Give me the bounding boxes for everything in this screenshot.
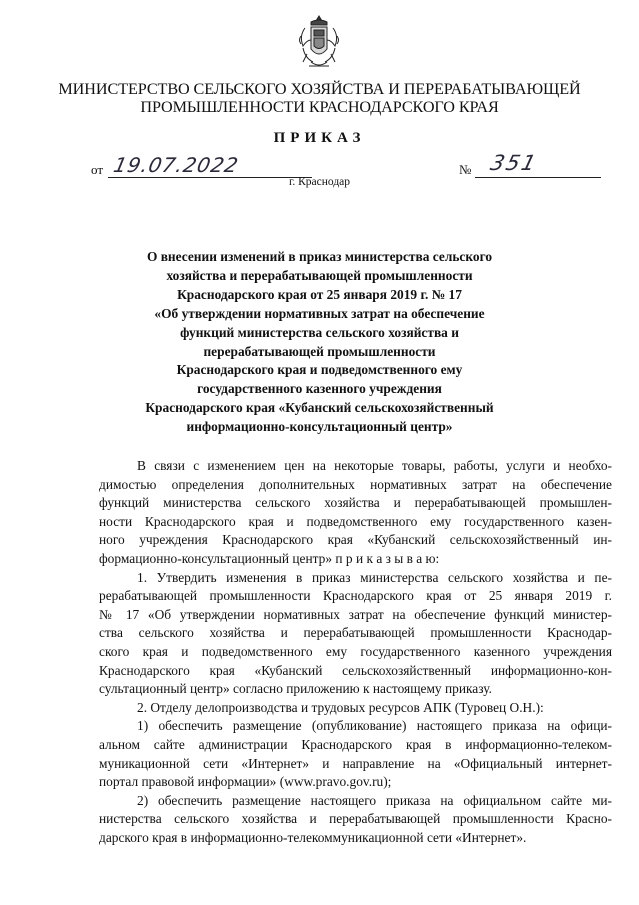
subject-line: перерабатывающей промышленности [203,343,436,359]
order-subject [90,248,549,437]
body-line: № 17 «Об утверждении нормативных затрат на обеспечение функций министер- [99,606,612,622]
subject-line: хозяйства и перерабатывающей промышленности [166,267,473,283]
body-line: ности Краснодарского края и подведомственного ему государственного казен- [99,513,612,529]
ministry-name [40,80,599,116]
handwritten-number: 351 [488,151,541,175]
body-line: димостью определения дополнительных нормативных затрат на обеспечение [99,476,612,492]
subject-line: О внесении изменений в приказ министерства сельского [146,249,493,264]
body-line: портал правовой информации» (www.pravo.gov.ru); [99,774,392,790]
body-line: Краснодарского края «Кубанский сельскохозяйственный информационно-кон- [99,662,612,678]
subject-line: функций министерства сельского хозяйства и [180,324,459,340]
body-line: дарского края в информационно-телекоммуникационной сети «Интернет». [99,829,527,845]
body-line: 2) обеспечить размещение настоящего приказа на официальном сайте ми- [137,792,612,808]
body-line: ного учреждения Краснодарского края «Кубанский сельскохозяйственный ин- [99,532,612,548]
subject-line: государственного казенного учреждения [197,381,442,397]
body-line: нистерства сельского хозяйства и перерабатывающей промышленности Красно- [99,811,612,827]
number-prefix: № [459,162,472,177]
city-label: г. Краснодар [288,176,351,188]
subject-line: Краснодарского края «Кубанский сельскохозяйственный [145,400,494,416]
body-line: 2. Отделу делопроизводства и трудовых ресурсов АПК (Туровец О.Н.): [137,699,544,715]
body-line: функций министерства сельского хозяйства и перерабатывающей промышлен- [99,495,612,511]
body-line: ского края и подведомственного ему государственного казенного учреждения [99,643,612,659]
ministry-name-line: МИНИСТЕРСТВО СЕЛЬСКОГО ХОЗЯЙСТВА И ПЕРЕРАБАТЫВАЮЩЕЙ [58,80,581,98]
subject-line: «Об утверждении нормативных затрат на обеспечение [154,305,485,321]
body-line: муникационной сети «Интернет» и направление на «Официальный интернет- [99,755,612,771]
date-prefix: от [91,162,104,177]
body-line: альном сайте администрации Краснодарского края в информационно-телеком- [99,736,612,752]
coat-of-arms-emblem [297,14,341,70]
body-line: В связи с изменением цен на некоторые товары, работы, услуги и необхо- [137,458,612,473]
order-title: ПРИКАЗ [273,130,366,146]
subject-line: информационно-консультационный центр» [186,419,453,435]
handwritten-date: 19.07.2022 [111,153,242,177]
ministry-name-line: ПРОМЫШЛЕННОСТИ КРАСНОДАРСКОГО КРАЯ [140,98,499,116]
subject-line: Краснодарского края и подведомственного ему [176,362,463,378]
body-line: сультационный центр» согласно приложению к настоящему приказу. [99,681,492,697]
body-line: ства сельского хозяйства и перерабатывающей промышленности Краснодар- [99,625,612,641]
order-body [99,457,612,847]
subject-line: Краснодарского края от 25 января 2019 г. № 17 [177,286,462,302]
body-line: 1. Утвердить изменения в приказ министерства сельского хозяйства и пе- [137,569,612,585]
body-line: 1) обеспечить размещение (опубликование) настоящего приказа на офици- [137,718,612,734]
body-line: формационно-консультационный центр» п р и к а з ы в а ю: [99,550,440,566]
body-line: рерабатывающей промышленности Краснодарского края от 25 января 2019 г. [99,588,612,604]
